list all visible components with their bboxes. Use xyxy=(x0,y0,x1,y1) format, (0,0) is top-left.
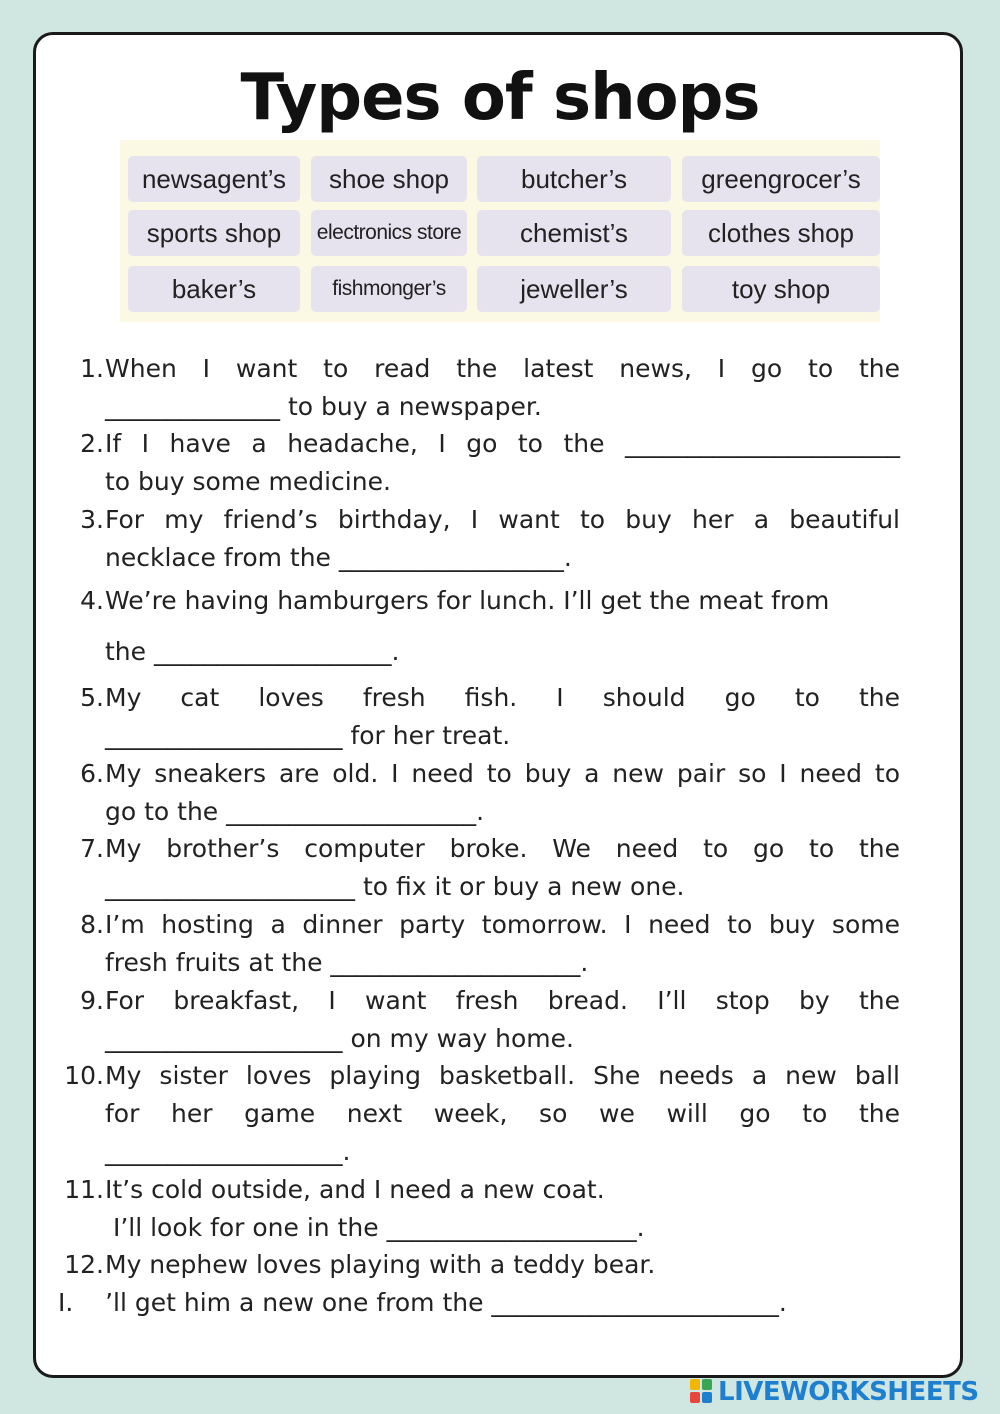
word-chip: fishmonger’s xyxy=(311,266,467,312)
question-text: When I want to read the latest news, I go to the xyxy=(105,354,900,383)
word-bank xyxy=(120,140,880,322)
question-text: for her game next week, so we will go to the xyxy=(105,1099,900,1128)
word-chip: sports shop xyxy=(128,210,300,256)
logo-icon xyxy=(690,1379,714,1405)
question-number: 4. xyxy=(80,586,104,615)
question-text[interactable]: ___________________ for her treat. xyxy=(105,721,511,750)
word-chip: butcher’s xyxy=(477,156,671,202)
liveworksheets-logo xyxy=(690,1374,979,1410)
word-chip: toy shop xyxy=(682,266,880,312)
word-chip: clothes shop xyxy=(682,210,880,256)
question-number: 5. xyxy=(80,683,104,712)
logo-text: LIVEWORKSHEETS xyxy=(718,1377,979,1407)
question-text[interactable]: I. ’ll get him a new one from the _______________________. xyxy=(58,1288,787,1317)
question-text: For my friend’s birthday, I want to buy her a beautiful xyxy=(105,505,900,534)
question-text: to buy some medicine. xyxy=(105,467,391,496)
question-text: My brother’s computer broke. We need to go to the xyxy=(105,834,900,863)
question-text[interactable]: ______________ to buy a newspaper. xyxy=(105,392,542,421)
question-number: 8. xyxy=(80,910,104,939)
page-title: Types of shops xyxy=(240,61,760,135)
question-number: 11. xyxy=(64,1175,104,1204)
question-text: My nephew loves playing with a teddy bear. xyxy=(105,1250,656,1279)
question-text[interactable]: ___________________ on my way home. xyxy=(105,1024,574,1053)
question-text[interactable]: ___________________. xyxy=(105,1137,351,1166)
question-text: We’re having hamburgers for lunch. I’ll get the meat from xyxy=(105,586,830,615)
question-text: I’m hosting a dinner party tomorrow. I need to buy some xyxy=(105,910,900,939)
question-number: 7. xyxy=(80,834,104,863)
word-chip: newsagent’s xyxy=(128,156,300,202)
question-number: 9. xyxy=(80,986,104,1015)
question-text: My sister loves playing basketball. She needs a new ball xyxy=(105,1061,900,1090)
word-chip: baker’s xyxy=(128,266,300,312)
question-text[interactable]: ____________________ to fix it or buy a new one. xyxy=(105,872,685,901)
question-number: 12. xyxy=(64,1250,104,1279)
question-number: 1. xyxy=(80,354,104,383)
question-text[interactable]: I’ll look for one in the ____________________. xyxy=(105,1213,645,1242)
question-text[interactable]: necklace from the __________________. xyxy=(105,543,572,572)
word-chip: electronics store xyxy=(311,210,467,256)
word-chip: greengrocer’s xyxy=(682,156,880,202)
question-text[interactable]: the ___________________. xyxy=(105,637,400,666)
word-chip: chemist’s xyxy=(477,210,671,256)
question-number: 6. xyxy=(80,759,104,788)
question-number: 3. xyxy=(80,505,104,534)
question-text: For breakfast, I want fresh bread. I’ll stop by the xyxy=(105,986,900,1015)
question-text[interactable]: fresh fruits at the ____________________. xyxy=(105,948,589,977)
question-number: 10. xyxy=(64,1061,104,1090)
question-number: 2. xyxy=(80,429,104,458)
question-text[interactable]: If I have a headache, I go to the ______________________ xyxy=(105,429,900,458)
question-text: My cat loves fresh fish. I should go to the xyxy=(105,683,900,712)
question-text: My sneakers are old. I need to buy a new pair so I need to xyxy=(105,759,900,788)
word-chip: jeweller’s xyxy=(477,266,671,312)
question-text: It’s cold outside, and I need a new coat. xyxy=(105,1175,605,1204)
word-chip: shoe shop xyxy=(311,156,467,202)
question-text[interactable]: go to the ____________________. xyxy=(105,797,485,826)
